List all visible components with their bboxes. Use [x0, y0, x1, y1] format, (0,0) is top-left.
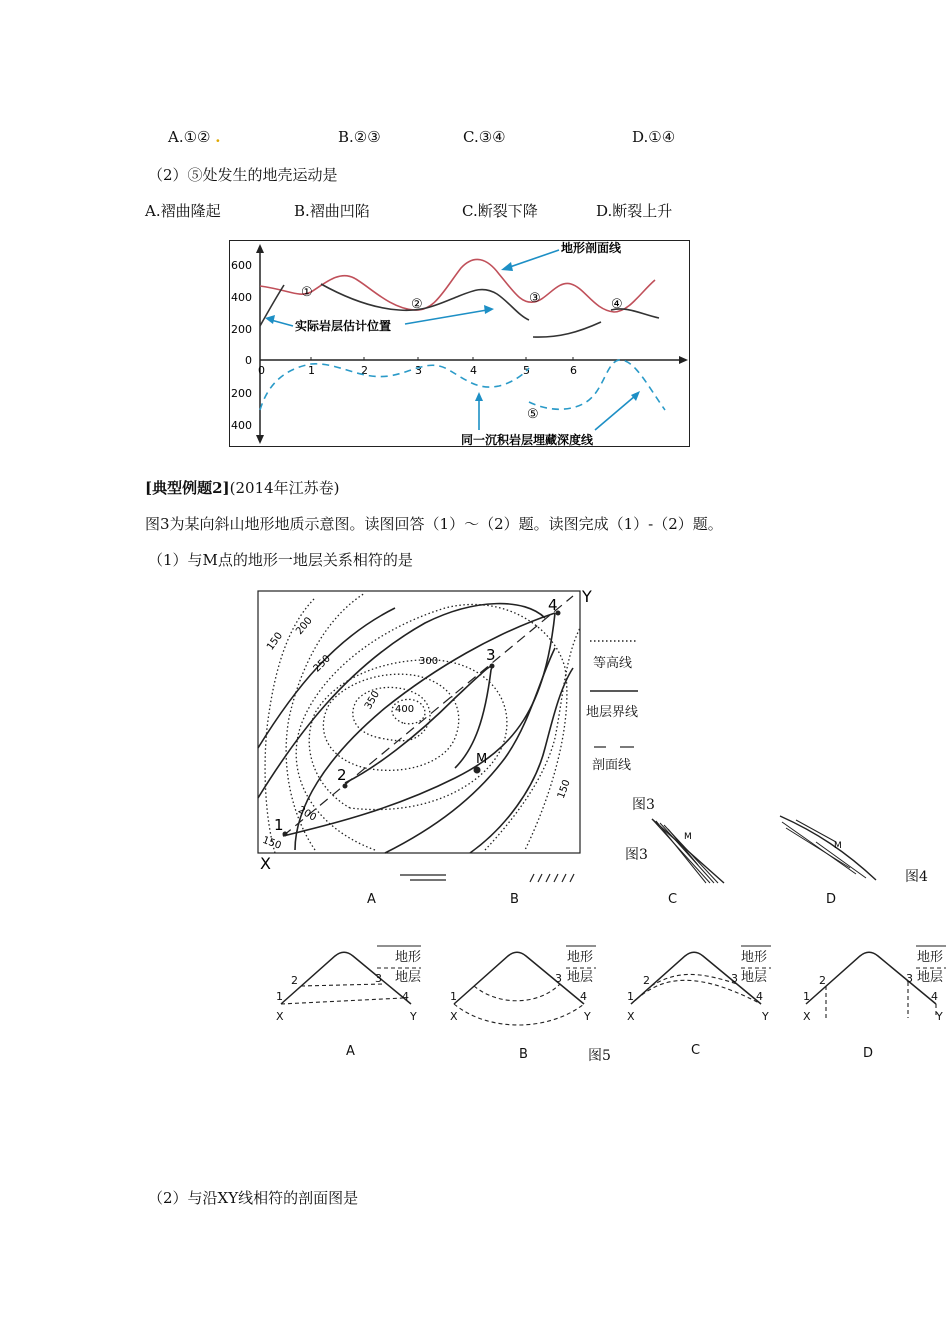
point-m — [474, 767, 481, 774]
example2-heading — [145, 477, 340, 498]
fig5-a-x: X — [276, 1010, 284, 1023]
q1-option-d: D.①④ — [632, 128, 676, 146]
example2-source: (2014年江苏卷) — [229, 479, 340, 497]
legend-contour-label: 等高线 — [593, 656, 633, 671]
q1-option-b: B.②③ — [338, 128, 381, 146]
y-tick-600: 600 — [231, 259, 252, 272]
profile-diagram — [229, 240, 690, 447]
x-tick-3: 3 — [415, 364, 422, 377]
fig5-c-x: X — [627, 1010, 635, 1023]
fig5-a-legend-terrain: 地形 — [395, 950, 422, 965]
contour-label-300: 300 — [419, 656, 439, 667]
contour-label-150-c: 150 — [555, 778, 573, 801]
label-terrain-profile: 地形剖面线 — [561, 241, 622, 255]
point-label-1: 1 — [274, 816, 284, 834]
x-tick-4: 4 — [470, 364, 477, 377]
depth-line-2 — [529, 360, 665, 410]
example2-q2: （2）与沿XY线相符的剖面图是 — [148, 1189, 359, 1207]
fig5-b-y: Y — [584, 1010, 591, 1023]
fig5-c-legend-terrain: 地形 — [741, 950, 768, 965]
fig3-label-b: 图3 — [625, 847, 648, 863]
contour-map — [255, 588, 600, 873]
y-tick-neg-400: 400 — [231, 419, 252, 432]
q2-option-b: B.褶曲凹陷 — [294, 202, 370, 220]
arrow-rock-right-head — [484, 305, 494, 314]
fig3-label-a: 图3 — [632, 797, 655, 813]
fig5-b-x: X — [450, 1010, 458, 1023]
example2-q1: （1）与M点的地形一地层关系相符的是 — [148, 551, 413, 569]
fig4-label-d: D — [826, 892, 837, 907]
fig5-b-legend-strata: 地层 — [567, 970, 594, 985]
terrain-profile-line — [260, 259, 655, 312]
fig5-a-point-3: 3 — [375, 972, 382, 985]
fig5-a-point-4: 4 — [402, 990, 409, 1003]
point-label-m: M — [476, 752, 488, 767]
x-axis-arrow — [679, 356, 688, 364]
fig5-b-point-1: 1 — [450, 990, 457, 1003]
arrow-depth-right — [595, 396, 635, 430]
arrow-depth-up-head — [475, 392, 483, 401]
point-label-4: 4 — [548, 596, 558, 614]
fig5-d-legend-strata: 地层 — [917, 970, 944, 985]
fig5-a-legend-strata: 地层 — [395, 970, 422, 985]
corner-x: X — [260, 854, 271, 873]
x-tick-0: 0 — [258, 364, 265, 377]
q2-option-a: A.褶曲隆起 — [145, 202, 221, 220]
circle-label-4: ④ — [611, 297, 623, 312]
arrow-rock-left — [271, 320, 293, 326]
q1-option-c: C.③④ — [463, 128, 506, 146]
corner-y: Y — [582, 587, 592, 606]
fig4-sketch-c — [648, 815, 728, 885]
fig5-label-a: A — [346, 1044, 355, 1059]
contour-label-200-b: 200 — [296, 804, 319, 824]
y-axis-arrow-bottom — [256, 435, 264, 444]
fig4-sketch-b — [528, 872, 588, 884]
rock-layer-line-2 — [321, 284, 529, 320]
fig4-label-c: C — [668, 892, 678, 907]
point-label-2: 2 — [337, 766, 347, 784]
fig5-c-y: Y — [762, 1010, 769, 1023]
fig5-d-y: Y — [936, 1010, 943, 1023]
point-2 — [343, 784, 348, 789]
arrow-terrain — [507, 250, 559, 268]
example2-intro: 图3为某向斜山地形地质示意图。读图回答（1）～（2）题。读图完成（1）-（2）题。 — [145, 515, 723, 533]
diagram-frame — [230, 241, 690, 447]
fig5-caption: 图5 — [588, 1048, 611, 1064]
y-tick-400: 400 — [231, 291, 252, 304]
arrow-rock-left-head — [265, 315, 275, 324]
q1-option-a: A.①② . — [168, 128, 221, 146]
point-3 — [490, 664, 495, 669]
arrow-depth-right-head — [631, 391, 640, 401]
fig5-b-legend-terrain: 地形 — [567, 950, 594, 965]
rock-layer-line-3 — [533, 322, 601, 337]
fig4-label-b: B — [510, 892, 519, 907]
contour-label-250: 250 — [311, 653, 333, 675]
contour-label-150-b: 150 — [260, 834, 283, 852]
contour-label-150: 150 — [265, 630, 286, 653]
contour-label-400: 400 — [395, 704, 415, 715]
x-tick-2: 2 — [361, 364, 368, 377]
arrow-rock-right — [405, 310, 487, 324]
fig5-d-point-4: 4 — [931, 990, 938, 1003]
fig5-c-point-2: 2 — [643, 974, 650, 987]
fig4-label-a: A — [367, 892, 376, 907]
fig5-a-point-1: 1 — [276, 990, 283, 1003]
circle-label-5: ⑤ — [527, 407, 539, 422]
contour-label-350: 350 — [362, 689, 382, 712]
fig4-c-m-label: M — [684, 832, 692, 842]
q2-stem: （2）⑤处发生的地壳运动是 — [148, 166, 338, 184]
legend-section-label: 剖面线 — [592, 758, 632, 773]
x-tick-5: 5 — [523, 364, 530, 377]
fig5-label-d: D — [863, 1046, 874, 1061]
circle-label-2: ② — [411, 297, 423, 312]
x-tick-1: 1 — [308, 364, 315, 377]
fig5-c-point-3: 3 — [731, 972, 738, 985]
circle-label-3: ③ — [529, 291, 541, 306]
fig5-a-point-2: 2 — [291, 974, 298, 987]
contour-label-200: 200 — [294, 615, 315, 638]
fig5-d-point-2: 2 — [819, 974, 826, 987]
fig5-c-point-1: 1 — [627, 990, 634, 1003]
y-axis-arrow-top — [256, 244, 264, 253]
q2-option-c: C.断裂下降 — [462, 202, 538, 220]
label-depth-line: 同一沉积岩层埋藏深度线 — [461, 433, 594, 447]
x-tick-6: 6 — [570, 364, 577, 377]
arrow-terrain-head — [501, 262, 513, 271]
circle-label-1: ① — [301, 285, 313, 300]
legend-strata-label: 地层界线 — [586, 705, 639, 720]
fig5-label-c: C — [691, 1043, 701, 1058]
depth-line-1 — [260, 364, 529, 410]
fig5-a-y: Y — [410, 1010, 417, 1023]
y-tick-200: 200 — [231, 323, 252, 336]
fig4-sketch-a — [398, 872, 448, 884]
fig5-c-point-4: 4 — [756, 990, 763, 1003]
y-tick-0: 0 — [245, 354, 252, 367]
label-rock-layer: 实际岩层估计位置 — [295, 319, 392, 333]
fig5-d-legend-terrain: 地形 — [917, 950, 944, 965]
fig5-b-point-3: 3 — [555, 972, 562, 985]
fig5-d-point-1: 1 — [803, 990, 810, 1003]
fig5-d-x: X — [803, 1010, 811, 1023]
fig4-sketch-d — [776, 812, 881, 882]
fig4-caption: 图4 — [905, 869, 928, 885]
fig5-c-legend-strata: 地层 — [741, 970, 768, 985]
q2-option-d: D.断裂上升 — [596, 202, 673, 220]
fig4-d-m-label: M — [834, 841, 842, 851]
fig5-d-point-3: 3 — [906, 972, 913, 985]
section-line-xy — [283, 596, 573, 836]
fig5-label-b: B — [519, 1047, 528, 1062]
point-label-3: 3 — [486, 646, 496, 664]
yellow-dot-mark: . — [215, 128, 221, 146]
fig5-b-point-4: 4 — [580, 990, 587, 1003]
y-tick-neg-200: 200 — [231, 387, 252, 400]
example2-title: [典型例题2] — [145, 479, 230, 497]
